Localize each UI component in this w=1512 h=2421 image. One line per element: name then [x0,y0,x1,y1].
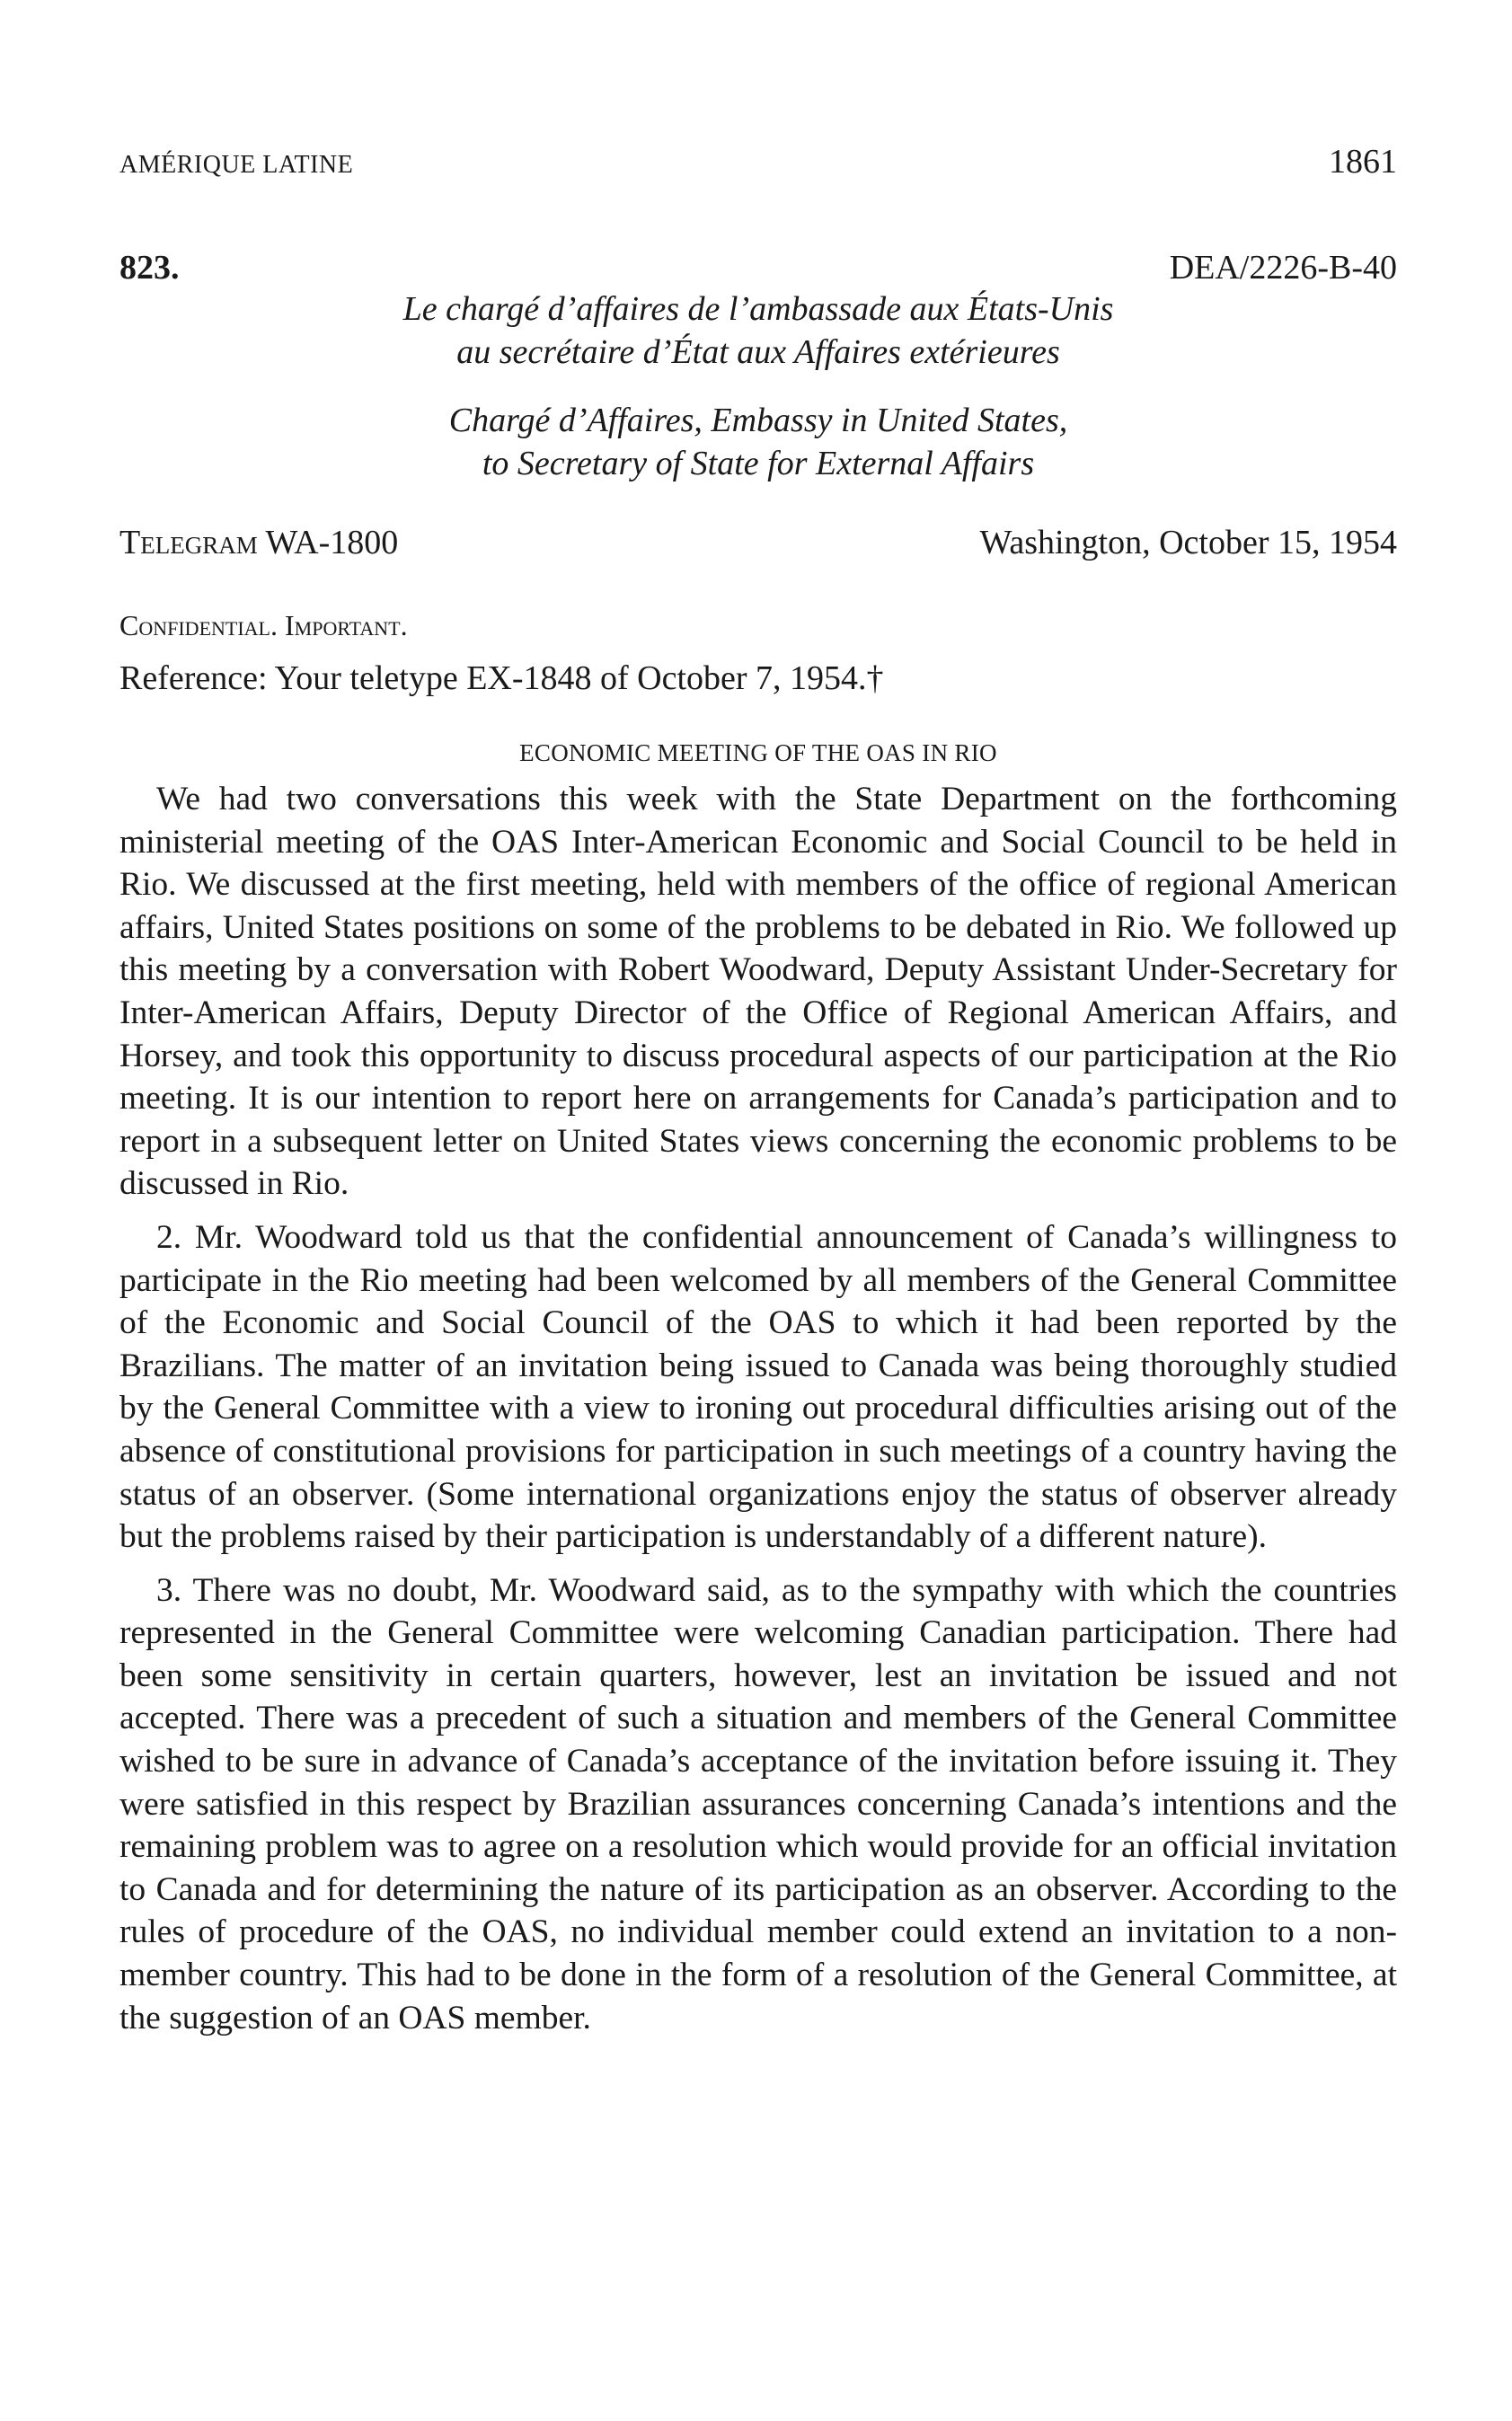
reference-line: Reference: Your teletype EX-1848 of October 7, 1954.† [119,659,884,697]
title-english [119,399,1397,485]
running-head: AMÉRIQUE LATINE [119,151,354,179]
paragraph: We had two conversations this week with the State Department on the forthcoming ministerial meeting of the OAS Inter-American Economic and Social Council to be held in Rio. We discussed at the first meeting, held with members of the office of regional American affairs, United States positions on some of the problems to be debated in Rio. We followed up this meeting by a conversation with Robert Woodward, Deputy Assistant Under-Secretary for Inter-American Affairs, Deputy Director of the Office of Regional American Affairs, and Horsey, and took this opportunity to discuss procedural aspects of our participation at the Rio meeting. It is our intention to report here on arrangements for Canada’s participation and to report in a subsequent letter on United States views concerning the economic problems to be discussed in Rio. [119,781,1397,1203]
file-reference: DEA/2226-B-40 [1169,249,1397,287]
paragraph: 2. Mr. Woodward told us that the confidential announcement of Canada’s willingness to participate in the Rio meeting had been welcomed by all members of the General Committee of the Economic and Social Council of the OAS to which it had been reported by the Brazilians. The matter of an invitation being issued to Canada was being thoroughly studied by the General Committee with a view to ironing out procedural difficulties arising out of the absence of constitutional provisions for participation in such meetings of a country having the status of an observer. (Some international organizations enjoy the status of observer already but the problems raised by their participation is understandably of a different nature). [119,1218,1397,1556]
title-french-line: au secrétaire d’État aux Affaires extérieures [456,333,1060,371]
place-date: Washington, October 15, 1954 [979,524,1397,561]
title-french-line: Le chargé d’affaires de l’ambassade aux États-Unis [402,290,1114,328]
document-number: 823. [119,249,180,287]
classification: Confidential. Important. [119,609,408,641]
title-english-line: to Secretary of State for External Affairs [482,445,1035,482]
telegram-row [119,523,1397,562]
telegram-id [119,523,398,562]
paragraph: 3. There was no doubt, Mr. Woodward said, as to the sympathy with which the countries represented in the General Committee were welcoming Canadian participation. There had been some sensitivity in certain quarters, however, lest an invitation be issued and not accepted. There was a precedent of such a situation and members of the General Committee wished to be sure in advance of Canada’s acceptance of the invitation before issuing it. They were satisfied in this respect by Brazilian assurances concerning Canada’s intentions and the remaining problem was to agree on a resolution which would provide for an official invitation to Canada and for determining the nature of its participation as an observer. According to the rules of procedure of the OAS, no individual member could extend an invitation to a non-member country. This had to be done in the form of a resolution of the General Committee, at the suggestion of an OAS member. [119,1571,1397,2037]
document-page [119,135,1397,2050]
telegram-label: Telegram [119,524,258,561]
title-english-line: Chargé d’Affaires, Embassy in United States, [448,402,1068,439]
title-french [119,287,1397,374]
page-number: 1861 [1329,143,1397,181]
document-titles [119,287,1397,485]
page-header [119,135,1397,189]
telegram-number: WA-1800 [265,524,399,561]
document-id-row [119,248,1397,287]
body-text [119,778,1397,2039]
section-heading: ECONOMIC MEETING OF THE OAS IN RIO [519,739,997,766]
